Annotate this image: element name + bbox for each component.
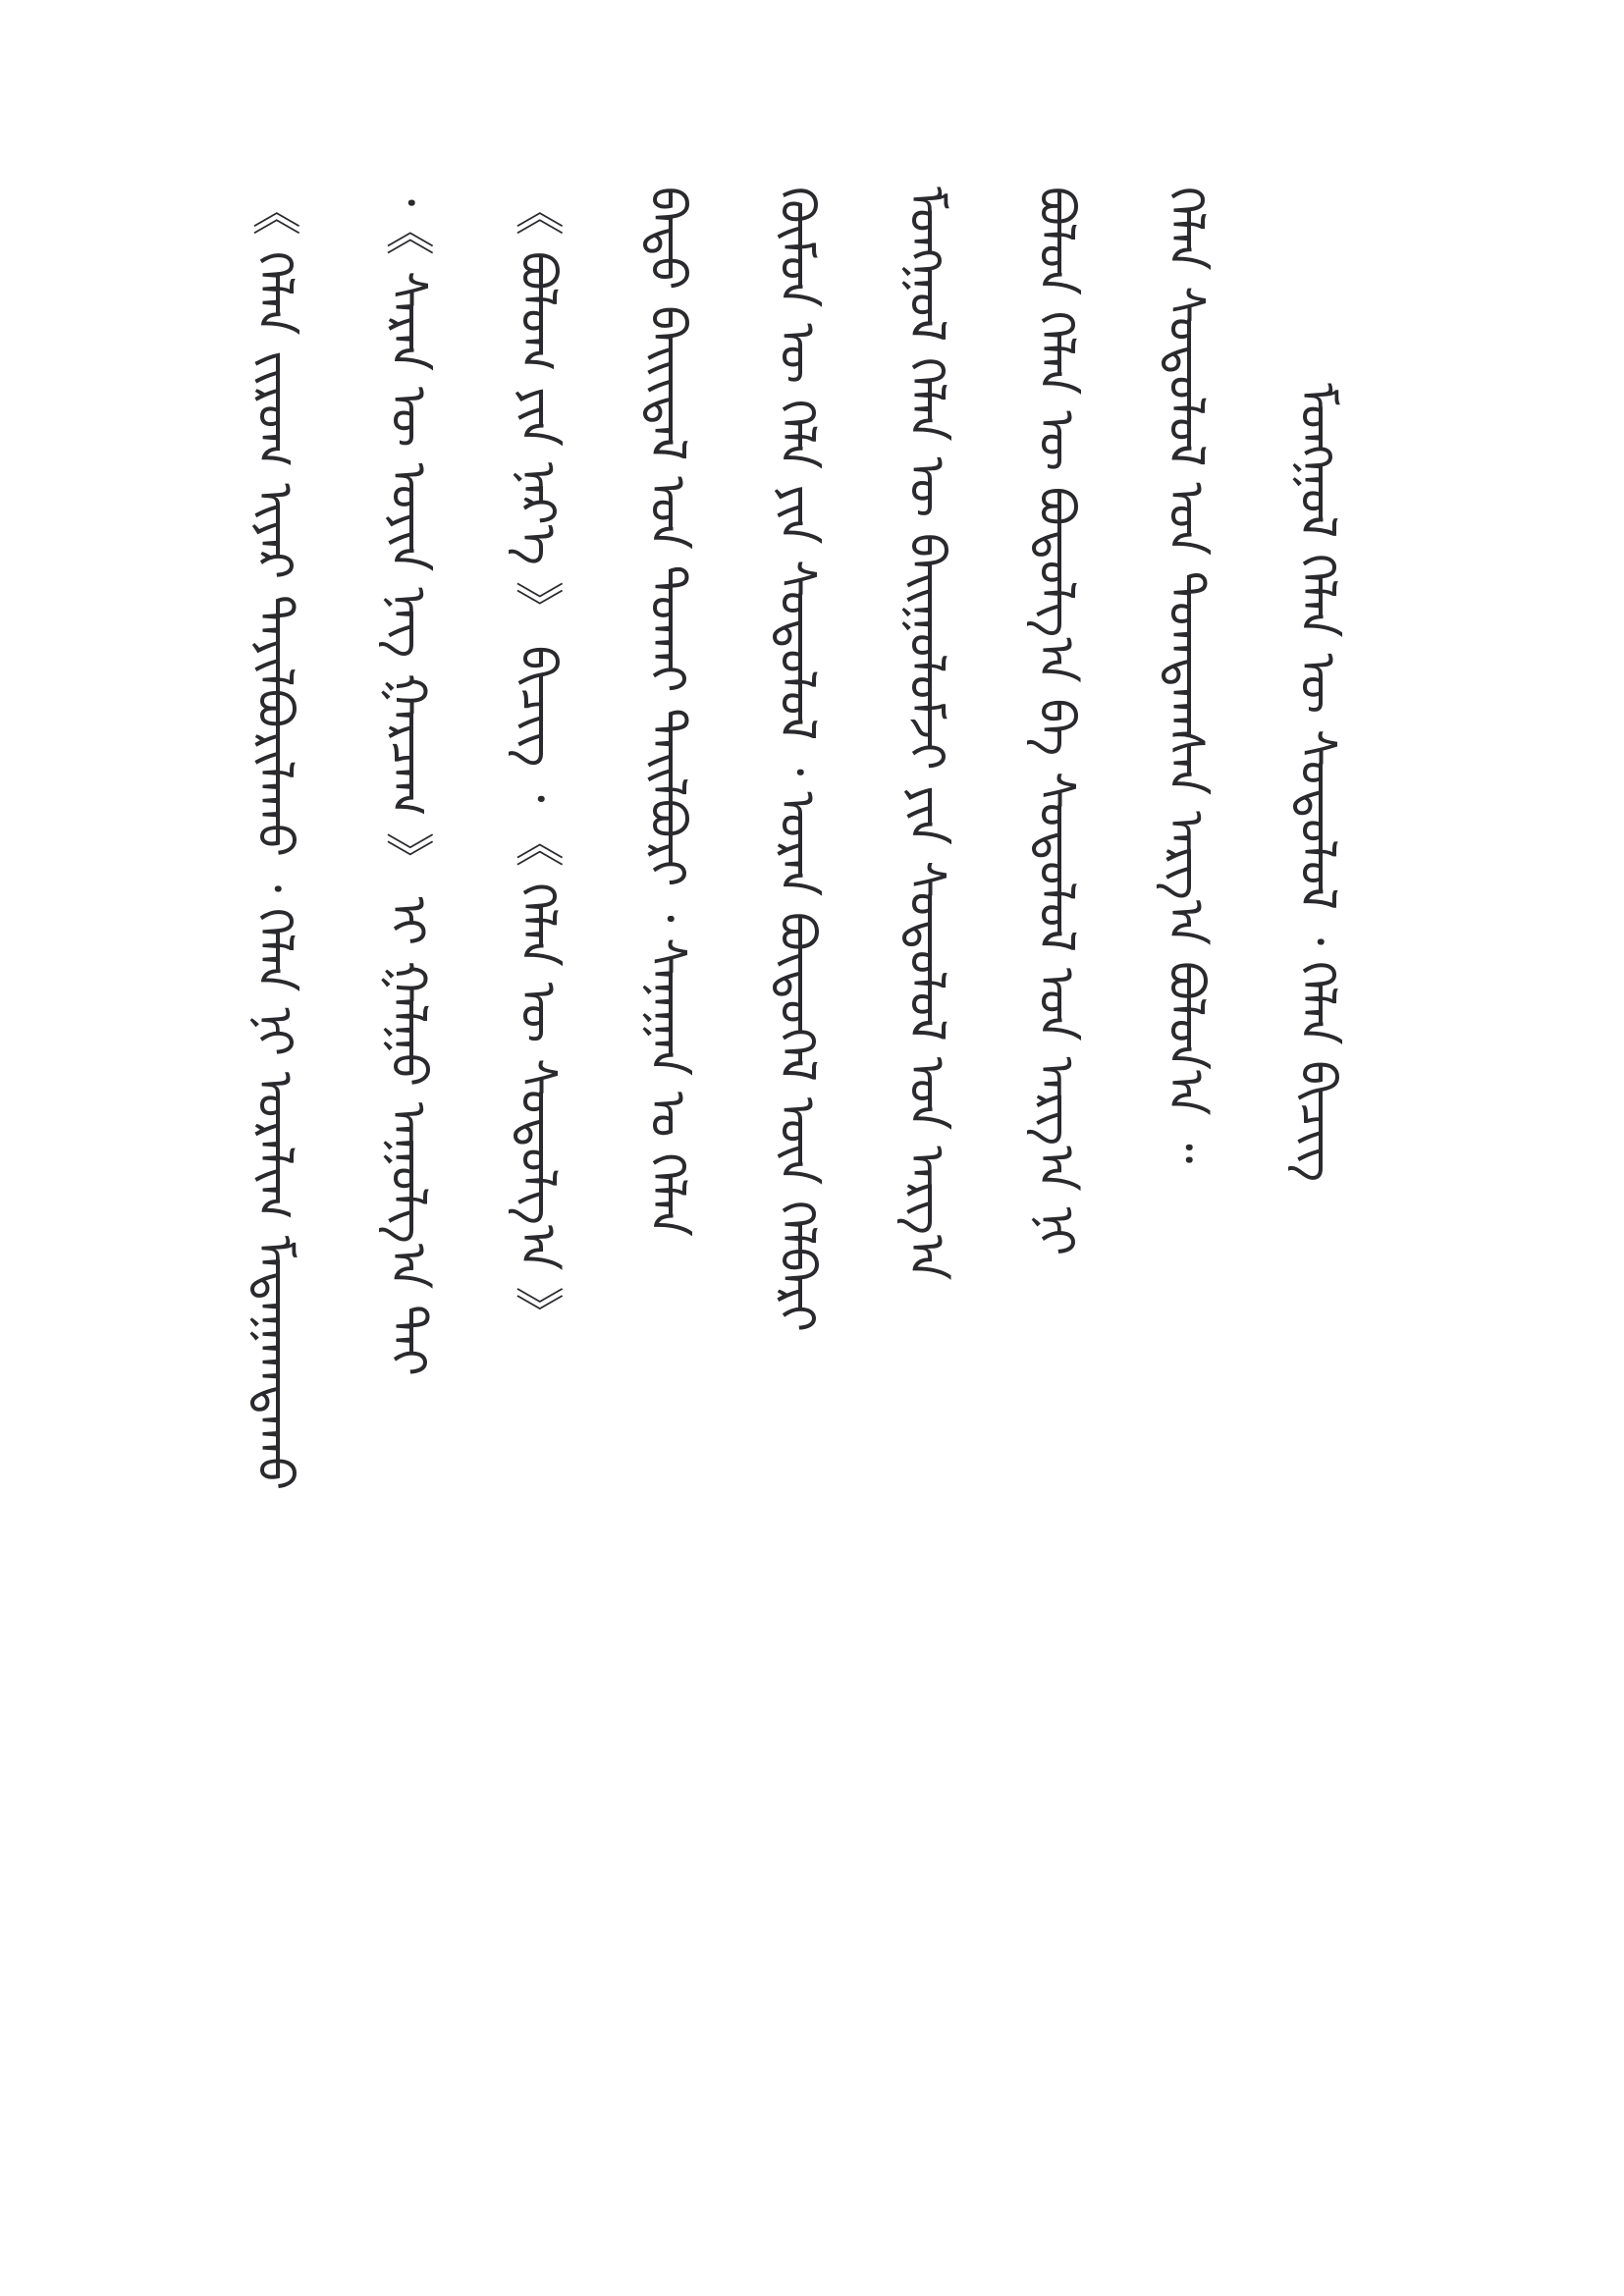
text-column-1: 《 ᠬᠡᠯᠡᠨ ᠵᠢᠷᠤᠭ ᠢᠶᠡᠷ ᠲᠠᠶᠢᠯᠪᠤᠷᠢᠯᠠᠬᠤ ᠂ ᠬᠡᠯᠡᠨ ᠨᠢ ᠤᠷᠠᠯᠢᠭ ᠮᠠᠲᠠᠭᠠᠭᠳᠠᠬᠤ xyxy=(246,187,303,1491)
text-column-4: ᠪᠠᠲᠤ ᠪᠠᠢᠢᠳᠠᠯ ᠤᠨ ᠲᠤᠬᠠᠢ ᠲᠠᠢᠯᠪᠤᠷᠢ ᠂ ᠰᠠᠨᠠᠭᠠᠨ ᠤ ᠬᠡᠯᠡᠨ xyxy=(639,187,696,1237)
text-column-5: ᠬᠦᠮᠦᠨ ᠦ ᠬᠡᠯᠡ ᠶᠢᠨ ᠰᠤᠳᠤᠯᠤᠯ ᠂ ᠤᠷᠠᠨ ᠪᠦᠲᠦᠭᠡᠯ ᠦᠨ ᠬᠡᠯᠪᠡᠷᠢ xyxy=(769,187,826,1332)
text-column-6: ᠮᠣᠩᠭᠣᠯ ᠬᠡᠯᠡᠨ ᠦ ᠪᠠᠢᠭᠤᠯᠤᠮᠵᠢ ᠶᠢᠨ ᠰᠤᠳᠤᠯᠤᠯ ᠤᠨ ᠠᠷᠭ᠎ᠠ xyxy=(898,187,955,1281)
text-column-7: ᠪᠣᠯᠤᠨ ᠬᠡᠯᠡᠨ ᠦ ᠪᠣᠳᠤᠯᠭ᠎ᠠ ᠪᠠ ᠰᠤᠳᠤᠯᠤᠯ ᠤᠨ ᠠᠷᠭ᠎ᠠ ᠨᠢ xyxy=(1028,187,1085,1256)
text-column-9: ᠮᠣᠩᠭᠣᠯ ᠬᠡᠯᠡᠨ ᠦ ᠰᠤᠳᠤᠯᠤᠯ ᠂ ᠬᠡᠯᠡᠨ ᠪᠢᠴᠢᠭ xyxy=(1289,383,1346,1183)
text-column-2: ᠂《 ᠰᠠᠷᠠᠨ ᠦ ᠤᠶᠢᠨ ᠨᠡᠭ ᠭᠠᠷᠴᠠᠭ 》 ᠢ ᠭᠠᠯᠭᠤ ᠠᠭᠤᠯᠭ᠎ᠠ ᠲᠠᠢ xyxy=(380,187,437,1376)
text-column-3: 《 ᠪᠤᠯᠤᠭ ᠶᠢᠨ ᠨᠡᠷ᠎ᠡ 》 ᠪᠢᠴᠢᠭ ᠂ 《 ᠬᠡᠯᠡᠨ ᠦ ᠰᠤᠳᠤᠯᠭ᠎ᠠ 》 xyxy=(510,187,567,1336)
text-column-8: ᠬᠡᠯᠡᠨ ᠰᠤᠳᠤᠯᠤᠯ ᠤᠨ ᠲᠣᠭᠲᠠᠭᠰᠠᠨ ᠠᠷᠭ᠎ᠠ ᠪᠣᠯᠤᠨ᠎ᠠ ᠃ xyxy=(1158,187,1215,1164)
vertical-text-block xyxy=(245,187,1355,2110)
